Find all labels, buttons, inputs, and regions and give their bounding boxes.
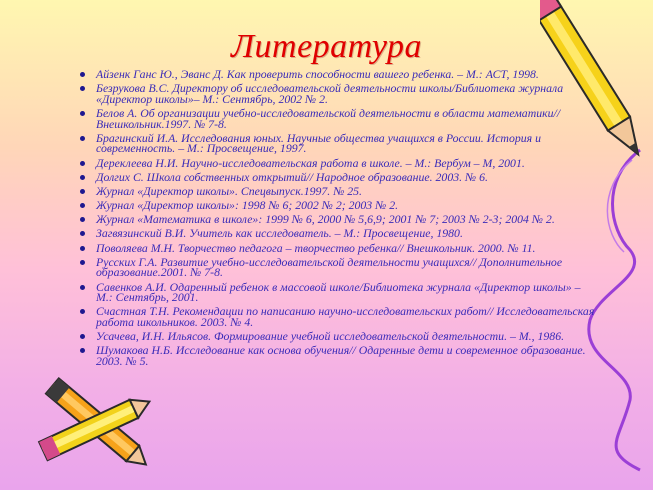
bibliography-list xyxy=(80,69,595,370)
list-item: Счастная Т.Н. Рекомендации по написанию научно-исследовательских работ// Исследовательская работа школьников. 2003. № 4. xyxy=(80,306,595,327)
crossed-pencils-icon xyxy=(28,365,163,490)
list-item: Безрукова В.С. Директору об исследовательской деятельности школы/Библиотека журнала «Директор школы»– М.: Сентябрь, 2002 № 2. xyxy=(80,83,595,104)
list-item: Брагинский И.А. Исследования юных. Научные общества учащихся в России. История и современность. – М.: Просвещение, 1997. xyxy=(80,133,595,154)
list-item: Загвязинский В.И. Учитель как исследователь. – М.: Просвещение, 1980. xyxy=(80,228,595,239)
page-title: Литература xyxy=(230,28,423,65)
list-item: Поволяева М.Н. Творчество педагога – творчество ребенка// Внешкольник. 2000. № 11. xyxy=(80,243,595,254)
list-item: Журнал «Математика в школе»: 1999 № 6, 2000 № 5,6,9; 2001 № 7; 2003 № 2-3; 2004 № 2. xyxy=(80,214,595,225)
list-item: Шумакова Н.Б. Исследование как основа обучения// Одаренные дети и современное образование. 2003. № 5. xyxy=(80,345,595,366)
list-item: Журнал «Директор школы». Спецвыпуск.1997. № 25. xyxy=(80,186,595,197)
list-item: Журнал «Директор школы»: 1998 № 6; 2002 № 2; 2003 № 2. xyxy=(80,200,595,211)
list-item: Русских Г.А. Развитие учебно-исследовательской деятельности учащихся// Дополнительное образование.2001. № 7-8. xyxy=(80,257,595,278)
list-item: Усачева, И.Н. Ильясов. Формирование учебной исследовательской деятельности. – М., 1986. xyxy=(80,331,595,342)
list-item: Белов А. Об организации учебно-исследовательской деятельности в области математики// Внешкольник.1997. № 7-8. xyxy=(80,108,595,129)
list-item: Долгих С. Школа собственных открытий// Народное образование. 2003. № 6. xyxy=(80,172,595,183)
list-item: Айзенк Ганс Ю., Эванс Д. Как проверить способности вашего ребенка. – М.: АСТ, 1998. xyxy=(80,69,595,80)
list-item: Савенков А.И. Одаренный ребенок в массовой школе/Библиотека журнала «Директор школы» – М.: Сентябрь, 2001. xyxy=(80,282,595,303)
list-item: Дереклеева Н.И. Научно-исследовательская работа в школе. – М.: Вербум – М, 2001. xyxy=(80,158,595,169)
